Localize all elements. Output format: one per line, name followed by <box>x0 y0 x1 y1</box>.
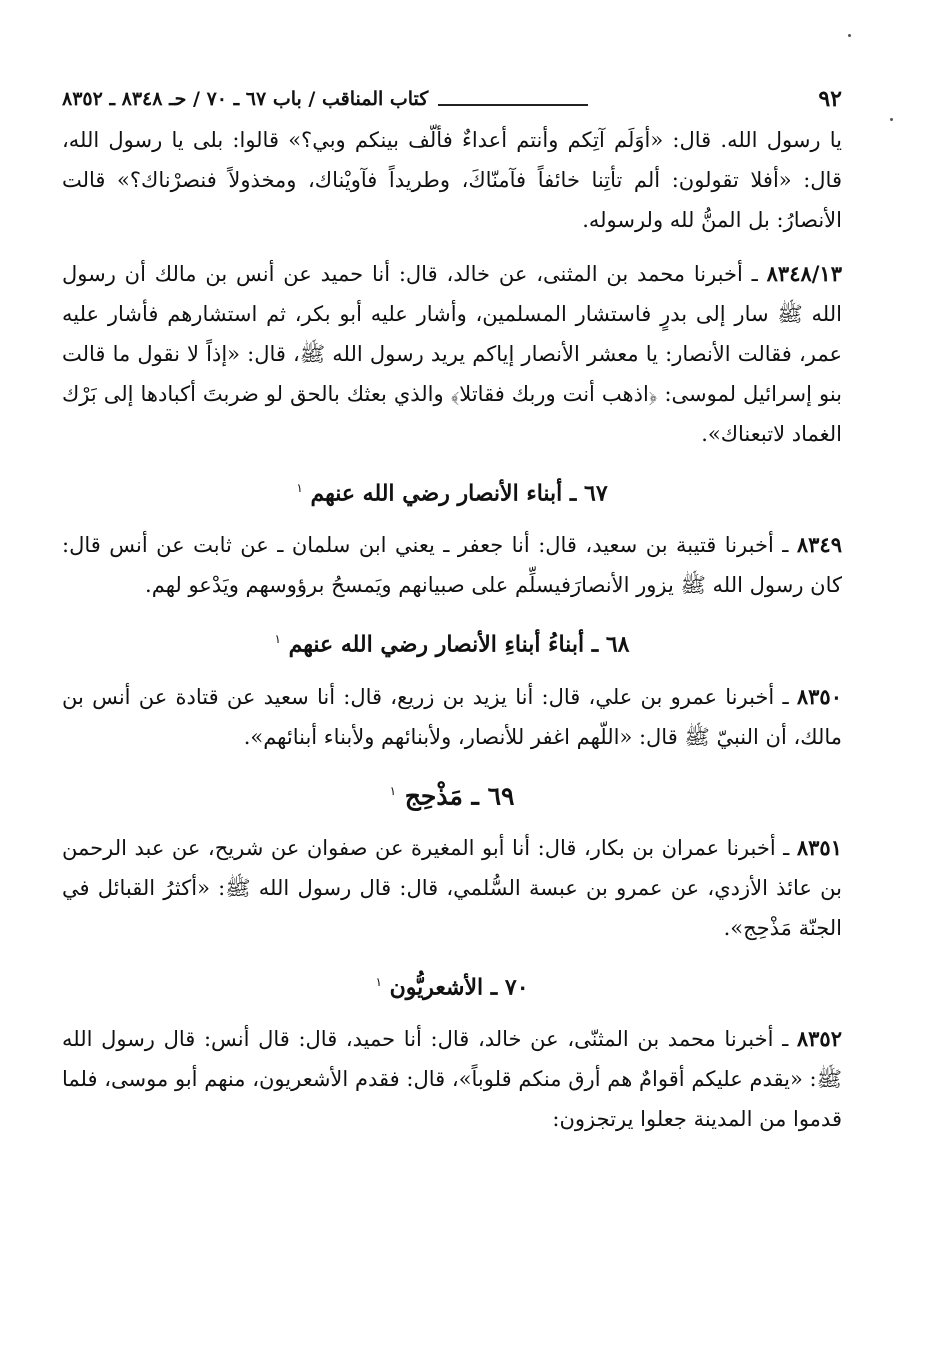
hadith-number: ٨٣٤٨/١٣ <box>766 261 842 286</box>
chapter-heading-text: ٧٠ ـ الأشعريُّون <box>389 974 529 1001</box>
hadith-text: ـ أخبرنا محمد بن المثنى، عن خالد، قال: أنا حميد عن أنس بن مالك أن رسول الله ﷺ سار إلى بدرٍ فاستشار المسلمين، وأشار عليه أبو بكر، ثم استشارهم فأشار عليه عمر، فقالت الأنصار: يا معشر الأنصار إياكم يريد رسول الله ﷺ، قال: «إذاً لا نقول ما قالت بنو إسرائيل لموسى: ﴿اذهب أنت وربك فقاتلا﴾ والذي بعثك بالحق لو ضربتَ أكبادها إلى بَرْك الغماد لاتبعناك». <box>62 262 842 446</box>
footnote-marker: ١ <box>296 481 303 495</box>
hadith-8350 <box>62 677 842 757</box>
chapter-heading-text: ٦٨ ـ أبناءُ أبناءِ الأنصار رضي الله عنهم <box>288 631 630 658</box>
header-rule <box>438 104 588 106</box>
chapter-heading-text: ٦٧ ـ أبناء الأنصار رضي الله عنهم <box>310 480 608 507</box>
paragraph-continuation: يا رسول الله. قال: «أوَلَم آتِكم وأنتم أعداءٌ فألّف بينكم وبي؟» قالوا: بلى يا رسول الله، قال: «أفلا تقولون: ألم تأتِنا خائفاً فآمنّاكَ، وطريداً فآويْناك، ومخذولاً فنصرْناك؟» قالت الأنصارُ: بل المنُّ لله ولرسوله. <box>62 128 842 232</box>
footnote-marker: ١ <box>389 783 397 798</box>
chapter-heading-70 <box>62 962 842 1007</box>
footnote-marker: ١ <box>375 974 382 989</box>
chapter-heading-69 <box>62 771 842 816</box>
hadith-text: ـ أخبرنا عمرو بن علي، قال: أنا يزيد بن زريع، قال: أنا سعيد عن قتادة عن أنس بن مالك، أن النبيّ ﷺ قال: «اللّهم اغفر للأنصار، ولأبنائهم ولأبناء أبنائهم». <box>62 684 842 749</box>
page-header <box>62 78 842 112</box>
hadith-text: ـ أخبرنا عمران بن بكار، قال: أنا أبو المغيرة عن صفوان عن شريح، عن عبد الرحمن بن عائذ الأزدي، عن عمرو بن عبسة السُّلمي، قال: قال رسول الله ﷺ: «أكثرُ القبائل في الجنّة مَذْحِج». <box>62 835 842 940</box>
running-title-text: كتاب المناقب / باب ٦٧ ـ ٧٠ / حـ ٨٣٤٨ ـ ٨٣٥٢ <box>62 88 429 110</box>
hadith-text: ـ أخبرنا قتيبة بن سعيد، قال: أنا جعفر ـ يعني ابن سلمان ـ عن ثابت عن أنس قال: كان رسول الله ﷺ يزور الأنصارَفيسلِّم على صبيانهم ويَمسحُ برؤوسهم ويَدْعو لهم. <box>62 533 842 598</box>
hadith-number: ٨٣٥١ <box>796 834 842 860</box>
page-speck <box>890 118 893 121</box>
footnote-marker: ١ <box>274 632 281 647</box>
hadith-number: ٨٣٤٩ <box>796 532 842 558</box>
hadith-8352 <box>62 1019 842 1139</box>
hadith-8349 <box>62 525 842 605</box>
book-page <box>62 78 842 1153</box>
hadith-number: ٨٣٥٠ <box>796 683 842 709</box>
chapter-heading-67 <box>62 468 842 513</box>
page-number: ٩٢ <box>818 86 842 112</box>
hadith-text: ـ أخبرنا محمد بن المثنّى، عن خالد، قال: أنا حميد، قال: قال أنس: قال رسول الله ﷺ: «يقدم عليكم أقوامٌ هم أرق منكم قلوباً»، قال: فقدم الأشعريون، منهم أبو موسى، فلما قدموا من المدينة جعلوا يرتجزون: <box>62 1027 842 1132</box>
hadith-8348 <box>62 254 842 454</box>
hadith-8351 <box>62 828 842 948</box>
chapter-heading-text: ٦٩ ـ مَذْحِج <box>404 780 515 810</box>
page-speck <box>848 34 851 37</box>
running-title <box>62 86 808 112</box>
hadith-number: ٨٣٥٢ <box>796 1026 842 1052</box>
chapter-heading-68 <box>62 619 842 664</box>
